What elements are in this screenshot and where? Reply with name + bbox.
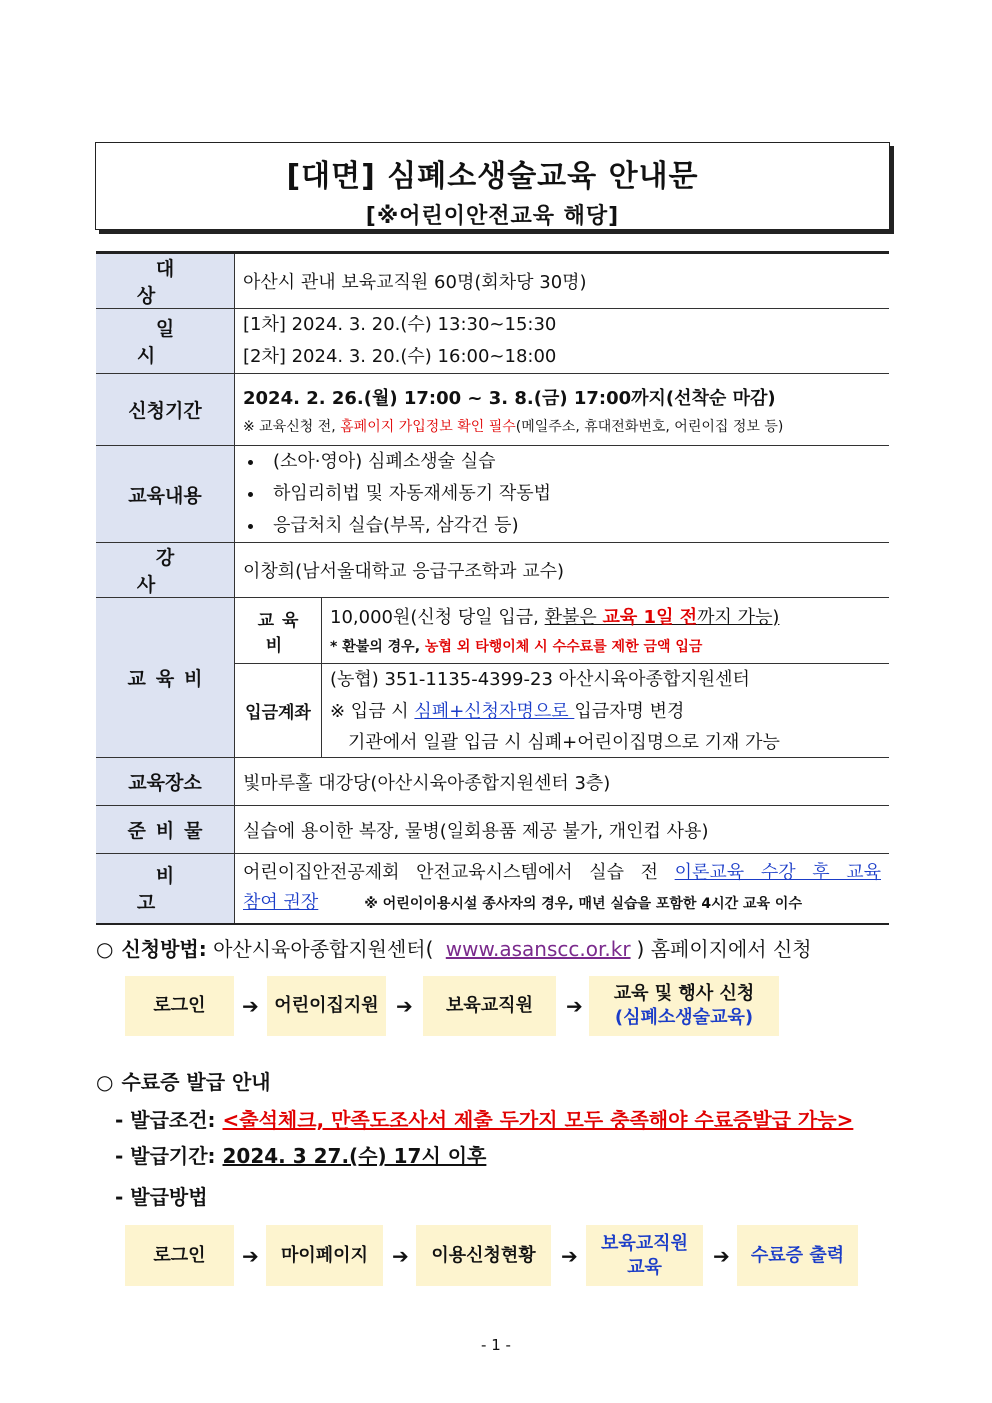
remark-link: 이론교육 수강 후 교육 [674,862,881,884]
document-subtitle: [※어린이안전교육 해당] [365,204,620,229]
step-mypage: 마이페이지 [266,1225,383,1286]
label-datetime: 일시 [96,309,235,374]
step-login: 로그인 [125,1225,234,1286]
content-list [243,446,881,542]
step-apply-event-line1: 교육 및 행사 신청 [613,983,755,1004]
document-title: [대면] 심폐소생술교육 안내문 [286,159,699,194]
session-2: [2차] 2024. 3. 20.(수) 16:00~18:00 [243,346,557,367]
cert-period [115,1140,486,1169]
value-remark [235,854,890,924]
label-place: 교육장소 [96,758,235,806]
row-prep [96,806,889,854]
certificate-title [96,1066,271,1095]
arrow-icon: ➔ [392,1244,409,1268]
arrow-icon: ➔ [242,1244,259,1268]
apply-period-main: 2024. 2. 26.(월) 17:00 ~ 3. 8.(금) 17:00까지(선착순 마감) [243,387,776,409]
period-value: 2024. 3 27.(수) 17시 이후 [222,1144,487,1168]
sublabel-account: 입금계좌 [235,664,322,758]
row-apply-period [96,374,889,446]
step-staff-education-line1: 보육교직원 [601,1232,688,1254]
note-red: 홈페이지 가입정보 확인 필수 [340,418,516,435]
value-fee [322,598,890,664]
cond-label: - 발급조건: [115,1108,216,1132]
list-item: • 응급처치 실습(부목, 삼각건 등) [265,510,881,542]
apply-method-post: ) 홈페이지에서 신청 [636,937,812,961]
step-apply-event [589,976,779,1036]
apply-method-label: 신청방법: [121,937,207,961]
step-usage-status: 이용신청현황 [416,1225,551,1286]
row-datetime [96,309,889,374]
remark-pre: 어린이집안전공제회 안전교육시스템에서 실습 전 [243,862,675,884]
account-note-pre: ※ 입금 시 [330,700,415,722]
fee-refund [545,607,780,628]
row-fee [96,598,889,664]
value-prep: 실습에 용이한 복장, 물병(일회용품 제공 불가, 개인컵 사용) [235,806,890,854]
period-label: - 발급기간: [115,1144,216,1168]
value-place: 빛마루홀 대강당(아산시육아종합지원센터 3층) [235,758,890,806]
step-staff-education-line2: 교육 [627,1256,662,1278]
step-daycare-support: 어린이집지원 [267,976,386,1036]
account-note-2: 기관에서 일괄 입금 시 심폐+어린이집명으로 기재 가능 [348,731,780,753]
value-instructor: 이창희(남서울대학교 응급구조학과 교수) [235,543,890,598]
cert-method: - 발급방법 [115,1185,208,1209]
remark-line-1 [243,858,881,888]
fee-red: 교육 1일 전 [602,606,698,628]
apply-method-line [96,933,812,962]
arrow-icon: ➔ [713,1244,730,1268]
fee-ul: 환불은 [544,606,603,628]
step-login: 로그인 [125,976,234,1036]
session-1: [1차] 2024. 3. 20.(수) 13:30~15:30 [243,314,557,335]
fee-note-pre: * 환불의 경우, [330,638,425,655]
step-print-certificate: 수료증 출력 [737,1225,858,1286]
label-fee: 교육비 [96,598,235,758]
fee-pre: 10,000원(신청 당일 입금, [330,606,545,628]
account-note [330,695,881,729]
remark-note: ※ 어린이이용시설 종사자의 경우, 매년 실습을 포함한 4시간 교육 이수 [364,896,802,913]
account-line: (농협) 351-1135-4399-23 아산시육아종합지원센터 [330,668,750,690]
value-apply-period [235,374,890,446]
list-item: • (소아·영아) 심폐소생술 실습 [265,446,881,478]
label-apply-period: 신청기간 [96,374,235,446]
fee-line [330,602,881,634]
note-pre: ※ 교육신청 전, [243,418,341,435]
info-table [96,251,889,925]
value-account [322,664,890,758]
row-place [96,758,889,806]
label-remark: 비고 [96,854,235,924]
row-content [96,446,889,543]
fee-note-red: 농협 외 타행이체 시 수수료를 제한 금액 입금 [424,638,703,655]
circle-bullet: ○ [96,1070,114,1094]
arrow-icon: ➔ [242,994,259,1018]
apply-method-pre: 아산시육아종합지원센터( [213,937,434,961]
value-target: 아산시 관내 보육교직원 60명(회차당 30명) [235,253,890,309]
value-datetime [235,309,890,374]
list-item: • 하임리히법 및 자동재세동기 작동법 [265,478,881,510]
arrow-icon: ➔ [561,1244,578,1268]
cert-condition [115,1104,853,1133]
label-content: 교육내용 [96,446,235,543]
row-target [96,253,889,309]
step-childcare-staff: 보육교직원 [423,976,556,1036]
circle-bullet: ○ [96,937,114,961]
certificate-title-text: 수료증 발급 안내 [121,1070,271,1094]
account-note-post: 입금자명 변경 [574,700,685,722]
row-instructor [96,543,889,598]
remark-line-2 [243,888,881,918]
fee-post: 까지 가능) [697,606,780,628]
arrow-icon: ➔ [396,994,413,1018]
cond-value: <출석체크, 만족도조사서 제출 두가지 모두 충족해야 수료증발급 가능> [222,1108,854,1132]
step-apply-event-line2: (심폐소생술교육) [614,1007,754,1028]
step-staff-education [586,1225,703,1286]
remark-link-2: 참여 권장 [243,892,319,914]
arrow-icon: ➔ [566,994,583,1018]
account-note-link: 심폐+신청자명으로 [414,700,575,722]
apply-period-note [243,416,881,438]
page-number: - 1 - [481,1336,511,1354]
label-target: 대상 [96,253,235,309]
fee-note [330,634,881,660]
note-post: (메일주소, 휴대전화번호, 어린이집 정보 등) [515,418,784,435]
row-remark [96,854,889,924]
homepage-link[interactable]: www.asanscc.or.kr [445,937,631,961]
label-prep: 준비물 [96,806,235,854]
sublabel-fee: 교육비 [235,598,322,664]
value-content [235,446,890,543]
label-instructor: 강사 [96,543,235,598]
title-box [95,142,890,230]
